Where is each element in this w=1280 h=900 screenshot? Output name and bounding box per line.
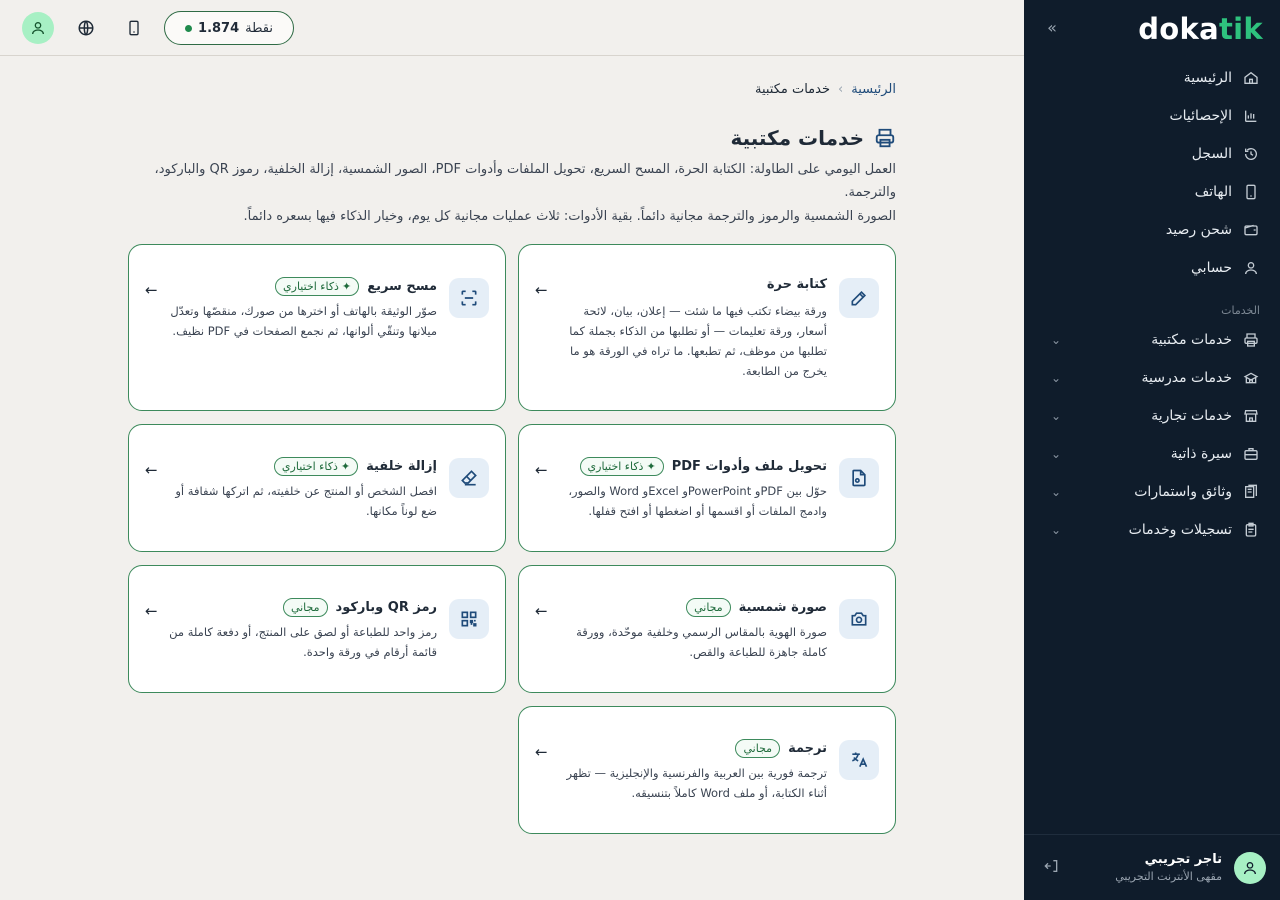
- sparkle-icon: ✦: [341, 280, 352, 293]
- sidebar-item-phone[interactable]: [1024, 173, 1280, 211]
- sidebar-item-label: الرئيسية: [1183, 70, 1232, 86]
- service-card-free-writing[interactable]: [518, 244, 896, 411]
- logout-icon: [1044, 858, 1060, 874]
- stats-icon: [1242, 107, 1260, 125]
- sidebar-item-label: السجل: [1191, 146, 1232, 162]
- card-title: مسح سريع: [367, 279, 437, 294]
- sidebar-item-label: خدمات مدرسية: [1141, 370, 1232, 386]
- card-header: [169, 277, 437, 296]
- sidebar-item-office-services[interactable]: [1024, 321, 1280, 359]
- printer-icon: [874, 127, 896, 149]
- sidebar-item-school-services[interactable]: [1024, 359, 1280, 397]
- chevron-down-icon: ⌄: [1050, 523, 1062, 537]
- sidebar-item-label: حسابي: [1191, 260, 1232, 276]
- arrow-left-icon: ←: [535, 743, 548, 761]
- service-card-quick-scan[interactable]: [128, 244, 506, 411]
- card-header: [559, 598, 827, 617]
- arrow-left-icon: ←: [535, 602, 548, 620]
- ai-optional-badge: ✦ذكاء اختياري: [580, 457, 664, 476]
- points-value: 1.874: [198, 20, 240, 36]
- user-icon: [1242, 860, 1258, 876]
- service-card-id-photo[interactable]: [518, 565, 896, 693]
- card-header: [559, 457, 827, 476]
- free-badge: مجاني: [735, 739, 780, 758]
- card-description: ورقة بيضاء تكتب فيها ما شئت — إعلان، بيان، لائحة أسعار، ورقة تعليمات — أو تطلبها من الذكاء بجملة كما تطلبها من موظف، ثم تطبعها. ما تراه في الورقة هو ما يخرج من الطابعة.: [569, 304, 827, 378]
- history-icon: [1242, 145, 1260, 163]
- points-pill[interactable]: [164, 11, 294, 45]
- free-badge: مجاني: [283, 598, 328, 617]
- main-content: [0, 56, 1024, 900]
- sidebar-item-documents-forms[interactable]: [1024, 473, 1280, 511]
- eraser-icon: [449, 458, 489, 498]
- sidebar-item-label: شحن رصيد: [1165, 222, 1232, 238]
- card-description: افصل الشخص أو المنتج عن خلفيته، ثم اتركها شفافة أو ضع لوناً مكانها.: [175, 484, 437, 518]
- card-title: صورة شمسية: [738, 600, 827, 615]
- sidebar-item-account[interactable]: [1024, 249, 1280, 287]
- chevron-down-icon: ⌄: [1050, 333, 1062, 347]
- free-badge: مجاني: [686, 598, 731, 617]
- user-name: تاجر تجريبي: [1144, 852, 1222, 867]
- scan-icon: [449, 278, 489, 318]
- school-icon: [1242, 369, 1260, 387]
- page-title: [730, 126, 896, 150]
- chevron-down-icon: ⌄: [1050, 447, 1062, 461]
- card-description: صورة الهوية بالمقاس الرسمي وخلفية موحّدة، وورقة كاملة جاهزة للطباعة والقص.: [576, 625, 827, 659]
- profile-avatar-button[interactable]: [22, 12, 54, 44]
- sidebar-item-registrations[interactable]: [1024, 511, 1280, 549]
- sidebar-item-label: الهاتف: [1194, 184, 1232, 200]
- sidebar-item-label: سيرة ذاتية: [1170, 446, 1232, 462]
- wallet-icon: [1242, 221, 1260, 239]
- sparkle-icon: ✦: [646, 460, 656, 473]
- card-title: رمز QR وباركود: [335, 600, 437, 615]
- briefcase-icon: [1242, 445, 1260, 463]
- sidebar-item-label: وثائق واستمارات: [1134, 484, 1232, 500]
- camera-icon: [839, 599, 879, 639]
- home-icon: [1242, 69, 1260, 87]
- clipboard-icon: [1242, 521, 1260, 539]
- double-chevron-icon: »: [1047, 18, 1057, 37]
- sidebar-item-label: خدمات تجارية: [1151, 408, 1232, 424]
- service-card-qr-barcode[interactable]: [128, 565, 506, 693]
- logout-button[interactable]: [1044, 858, 1060, 878]
- arrow-left-icon: ←: [145, 281, 158, 299]
- ai-optional-badge: ✦ذكاء اختياري: [275, 277, 359, 296]
- page-description: العمل اليومي على الطاولة: الكتابة الحرة، المسح السريع، تحويل الملفات وأدوات PDF، الصور الشمسية، إزالة الخلفية، رموز QR والباركود، والترجمة.: [154, 162, 896, 200]
- sidebar-section-label: الخدمات: [1221, 304, 1260, 317]
- mobile-view-button[interactable]: [124, 18, 144, 38]
- card-header: [169, 457, 437, 476]
- user-info: [1060, 852, 1222, 883]
- sidebar-item-label: خدمات مكتبية: [1151, 332, 1232, 348]
- card-title: تحويل ملف وأدوات PDF: [671, 459, 827, 474]
- card-description: صوّر الوثيقة بالهاتف أو اخترها من صورك، منقصّها وتعدّل ميلانها وتنقّي ألوانها، ثم نجمع الصفحات في PDF نظيف.: [170, 304, 437, 338]
- card-description: ترجمة فورية بين العربية والفرنسية والإنجليزية — تظهر أثناء الكتابة، أو ملف Word كاملاً بتنسيقه.: [566, 766, 827, 800]
- card-header: [559, 277, 827, 292]
- ai-optional-badge: ✦ذكاء اختياري: [274, 457, 358, 476]
- card-title: إزالة خلفية: [366, 459, 437, 474]
- points-unit: نقطة: [245, 20, 273, 36]
- status-dot: [185, 25, 192, 32]
- current-user: [1024, 834, 1280, 900]
- sidebar: [1024, 0, 1280, 900]
- breadcrumb: [755, 82, 896, 97]
- breadcrumb-current: خدمات مكتبية: [754, 82, 831, 97]
- chevron-down-icon: ⌄: [1050, 409, 1062, 423]
- service-card-file-convert[interactable]: [518, 424, 896, 552]
- sidebar-item-label: تسجيلات وخدمات: [1128, 522, 1232, 538]
- card-description: رمز واحد للطباعة أو لصق على المنتج، أو دفعة كاملة من قائمة أرقام في ورقة واحدة.: [169, 625, 437, 659]
- page-description-secondary: الصورة الشمسية والرموز والترجمة مجانية دائماً. بقية الأدوات: ثلاث عمليات مجانية كل يوم، وخيار الذكاء فيها بسعره دائماً.: [243, 209, 896, 224]
- pencil-icon: [839, 278, 879, 318]
- sidebar-item-cv[interactable]: [1024, 435, 1280, 473]
- user-icon: [1242, 259, 1260, 277]
- card-header: [169, 598, 437, 617]
- arrow-left-icon: ←: [535, 281, 548, 299]
- collapse-sidebar-button[interactable]: [1042, 18, 1062, 38]
- avatar[interactable]: [1234, 852, 1266, 884]
- chevron-down-icon: ⌄: [1050, 371, 1062, 385]
- sidebar-item-business-services[interactable]: [1024, 397, 1280, 435]
- card-title: ترجمة: [788, 741, 827, 756]
- brand-logo[interactable]: dokatik: [1138, 12, 1263, 46]
- sidebar-item-history[interactable]: [1024, 135, 1280, 173]
- sidebar-item-stats[interactable]: [1024, 97, 1280, 135]
- breadcrumb-home-link[interactable]: الرئيسية: [851, 82, 896, 97]
- phone-icon: [1242, 183, 1260, 201]
- breadcrumb-separator: ›: [838, 82, 844, 97]
- sidebar-nav: [1024, 59, 1280, 549]
- user-business: مقهى الأنترنت التجريبي: [1115, 870, 1222, 883]
- globe-icon: [77, 19, 95, 37]
- printer-icon: [1242, 331, 1260, 349]
- chevron-down-icon: ⌄: [1050, 485, 1062, 499]
- documents-icon: [1242, 483, 1260, 501]
- arrow-left-icon: ←: [535, 461, 548, 479]
- phone-icon: [126, 19, 142, 37]
- language-button[interactable]: [76, 18, 96, 38]
- card-title: كتابة حرة: [766, 277, 827, 292]
- arrow-left-icon: ←: [145, 602, 158, 620]
- user-icon: [30, 20, 46, 36]
- page-title-text: خدمات مكتبية: [730, 126, 864, 150]
- sidebar-item-topup[interactable]: [1024, 211, 1280, 249]
- arrow-left-icon: ←: [145, 461, 158, 479]
- file-convert-icon: [839, 458, 879, 498]
- service-card-remove-background[interactable]: [128, 424, 506, 552]
- service-card-translation[interactable]: [518, 706, 896, 834]
- sparkle-icon: ✦: [340, 460, 351, 473]
- translate-icon: [839, 740, 879, 780]
- qr-icon: [449, 599, 489, 639]
- sidebar-item-home[interactable]: [1024, 59, 1280, 97]
- card-description: حوّل بين PDFو PowerPointو Excelو Word والصور، وادمج الملفات أو اقسمها أو اضغطها أو افتح قفلها.: [568, 484, 827, 518]
- sidebar-item-label: الإحصائيات: [1169, 108, 1232, 124]
- store-icon: [1242, 407, 1260, 425]
- top-bar: [0, 0, 1024, 56]
- card-header: [559, 739, 827, 758]
